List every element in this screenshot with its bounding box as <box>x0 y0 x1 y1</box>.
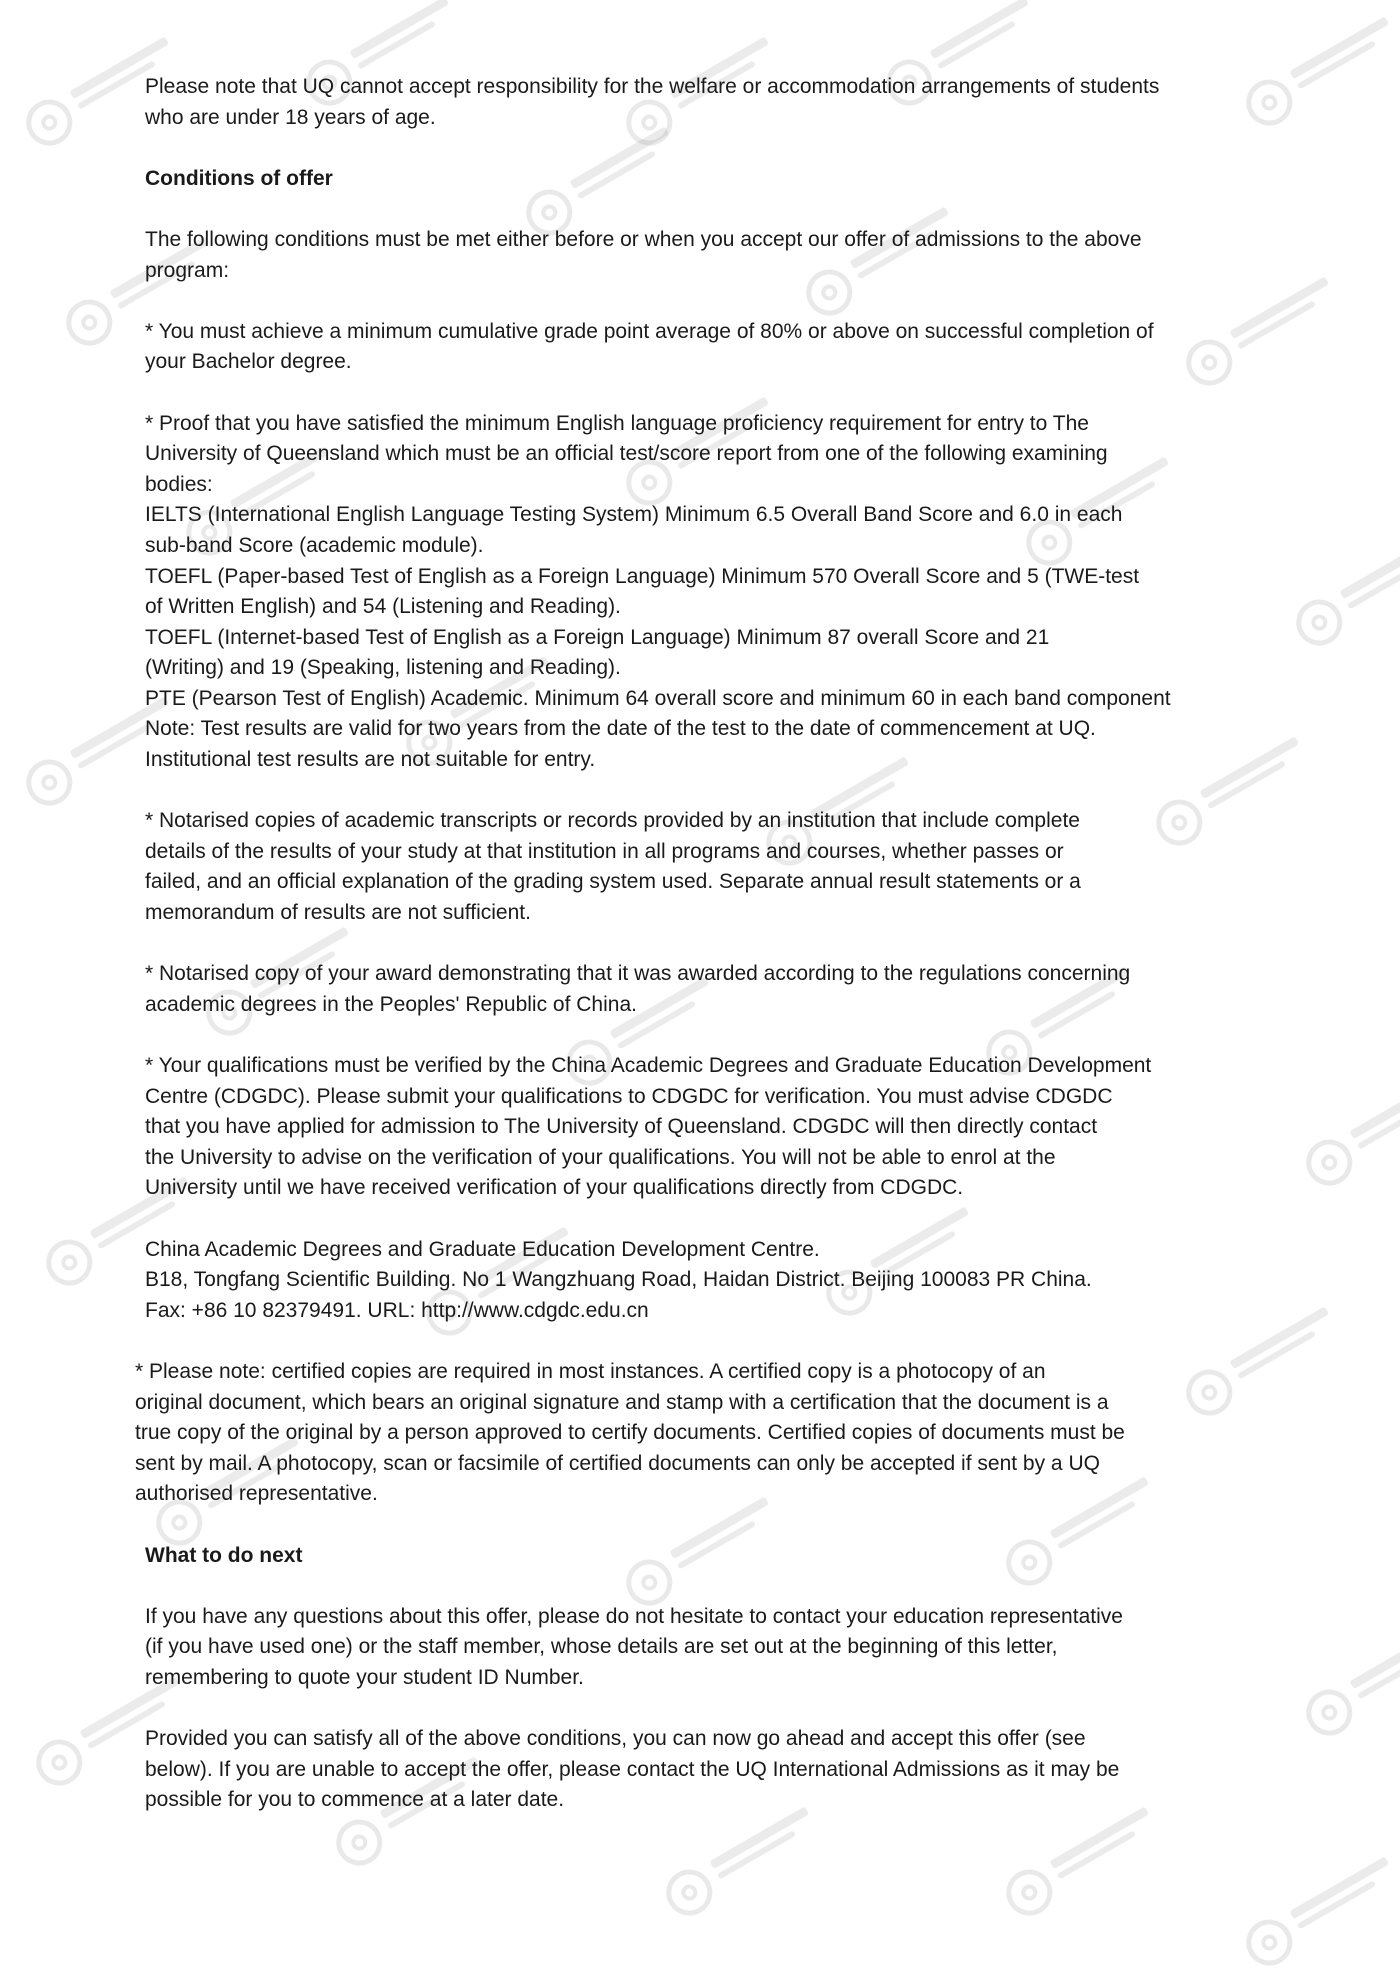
text-line: * Notarised copy of your award demonstrating that it was awarded according to the regulations concerning <box>145 962 1131 986</box>
text-line: Fax: +86 10 82379491. URL: http://www.cdgdc.edu.cn <box>145 1298 649 1322</box>
certified-copies-note <box>135 1357 1295 1510</box>
text-line: * Please note: certified copies are required in most instances. A certified copy is a photocopy of an <box>135 1359 1046 1383</box>
award-condition <box>145 959 1295 1020</box>
text-line: who are under 18 years of age. <box>145 105 436 129</box>
intro-paragraph <box>145 72 1295 133</box>
english-condition <box>145 409 1295 776</box>
watermark-stamp <box>1234 1842 1400 1978</box>
text-line: the University to advise on the verification of your qualifications. You will not be able to enrol at the <box>145 1145 1056 1169</box>
text-line: possible for you to commence at a later date. <box>145 1788 565 1812</box>
text-line: If you have any questions about this offer, please do not hesitate to contact your education representative <box>145 1604 1123 1628</box>
text-line: IELTS (International English Language Testing System) Minimum 6.5 Overall Band Score and 6.0 in each <box>145 503 1123 527</box>
text-line: sent by mail. A photocopy, scan or facsimile of certified documents can only be accepted if sent by a UQ <box>135 1451 1100 1475</box>
next-questions-paragraph <box>145 1602 1295 1694</box>
next-steps-heading: What to do next <box>145 1543 303 1567</box>
text-line: (if you have used one) or the staff member, whose details are set out at the beginning of this letter, <box>145 1635 1058 1659</box>
text-line: Note: Test results are valid for two years from the date of the test to the date of commencement at UQ. <box>145 717 1096 741</box>
watermark-stamp <box>1284 522 1400 668</box>
text-line: of Written English) and 54 (Listening and Reading). <box>145 595 621 619</box>
text-line: B18, Tongfang Scientific Building. No 1 Wangzhuang Road, Haidan District. Beijing 100083 PR China. <box>145 1268 1092 1292</box>
text-line: failed, and an official explanation of the grading system used. Separate annual result statements or a <box>145 870 1081 894</box>
text-line: TOEFL (Internet-based Test of English as a Foreign Language) Minimum 87 overall Score and 21 <box>145 625 1050 649</box>
seal-icon <box>38 1231 101 1294</box>
seal-icon <box>1288 591 1351 654</box>
text-line: * You must achieve a minimum cumulative grade point average of 80% or above on successful completion of <box>145 319 1154 343</box>
text-line: program: <box>145 258 230 282</box>
text-line: * Proof that you have satisfied the minimum English language proficiency requirement for entry to The <box>145 411 1089 435</box>
text-line: Provided you can satisfy all of the above conditions, you can now go ahead and accept this offer (see <box>145 1727 1086 1751</box>
cdgdc-address <box>145 1235 1295 1327</box>
text-line: below). If you are unable to accept the offer, please contact the UQ International Admissions as it may be <box>145 1757 1120 1781</box>
seal-icon <box>1298 1131 1361 1194</box>
watermark-stamp <box>1294 1062 1400 1208</box>
transcripts-condition <box>145 806 1295 928</box>
seal-icon <box>658 1861 721 1924</box>
next-accept-paragraph <box>145 1724 1295 1816</box>
text-line: China Academic Degrees and Graduate Education Development Centre. <box>145 1237 820 1261</box>
text-line: original document, which bears an original signature and stamp with a certification that the document is a <box>135 1390 1109 1414</box>
conditions-intro-paragraph <box>145 225 1295 286</box>
text-line: memorandum of results are not sufficient. <box>145 901 531 925</box>
text-line: true copy of the original by a person approved to certify documents. Certified copies of documents must be <box>135 1421 1125 1445</box>
seal-icon <box>998 1861 1061 1924</box>
text-line: * Your qualifications must be verified by the China Academic Degrees and Graduate Education Development <box>145 1054 1152 1077</box>
text-line: your Bachelor degree. <box>145 350 352 374</box>
text-line: TOEFL (Paper-based Test of English as a Foreign Language) Minimum 570 Overall Score and 5 (TWE-test <box>145 564 1140 588</box>
text-line: (Writing) and 19 (Speaking, listening and Reading). <box>145 656 621 680</box>
gpa-condition <box>145 317 1295 378</box>
text-line: Please note that UQ cannot accept responsibility for the welfare or accommodation arrangements of students <box>145 75 1160 98</box>
seal-icon <box>28 1731 91 1794</box>
letter-body <box>135 72 1295 1846</box>
cdgdc-condition <box>145 1051 1295 1204</box>
text-line: details of the results of your study at that institution in all programs and courses, whether passes or <box>145 839 1064 863</box>
text-line: that you have applied for admission to The University of Queensland. CDGDC will then directly contact <box>145 1115 1098 1139</box>
seal-icon <box>58 291 121 354</box>
text-line: Centre (CDGDC). Please submit your qualifications to CDGDC for verification. You must advise CDGDC <box>145 1084 1113 1108</box>
text-line: University until we have received verification of your qualifications directly from CDGDC. <box>145 1176 964 1200</box>
seal-icon <box>1238 1911 1301 1974</box>
text-line: PTE (Pearson Test of English) Academic. Minimum 64 overall score and minimum 60 in each band component <box>145 686 1171 710</box>
text-line: University of Queensland which must be an official test/score report from one of the following examining <box>145 442 1108 466</box>
text-line: academic degrees in the Peoples' Republic of China. <box>145 992 637 1016</box>
text-line: Institutional test results are not suitable for entry. <box>145 748 596 772</box>
conditions-heading: Conditions of offer <box>145 166 333 190</box>
watermark-stamp <box>1294 1612 1400 1758</box>
text-line: * Notarised copies of academic transcripts or records provided by an institution that include complete <box>145 809 1080 833</box>
text-line: remembering to quote your student ID Number. <box>145 1665 584 1689</box>
text-line: sub-band Score (academic module). <box>145 533 484 557</box>
seal-icon <box>18 91 81 154</box>
seal-icon <box>18 751 81 814</box>
text-line: The following conditions must be met either before or when you accept our offer of admissions to the above <box>145 227 1142 251</box>
text-line: bodies: <box>145 472 213 496</box>
text-line: authorised representative. <box>135 1482 378 1506</box>
seal-icon <box>1298 1681 1361 1744</box>
